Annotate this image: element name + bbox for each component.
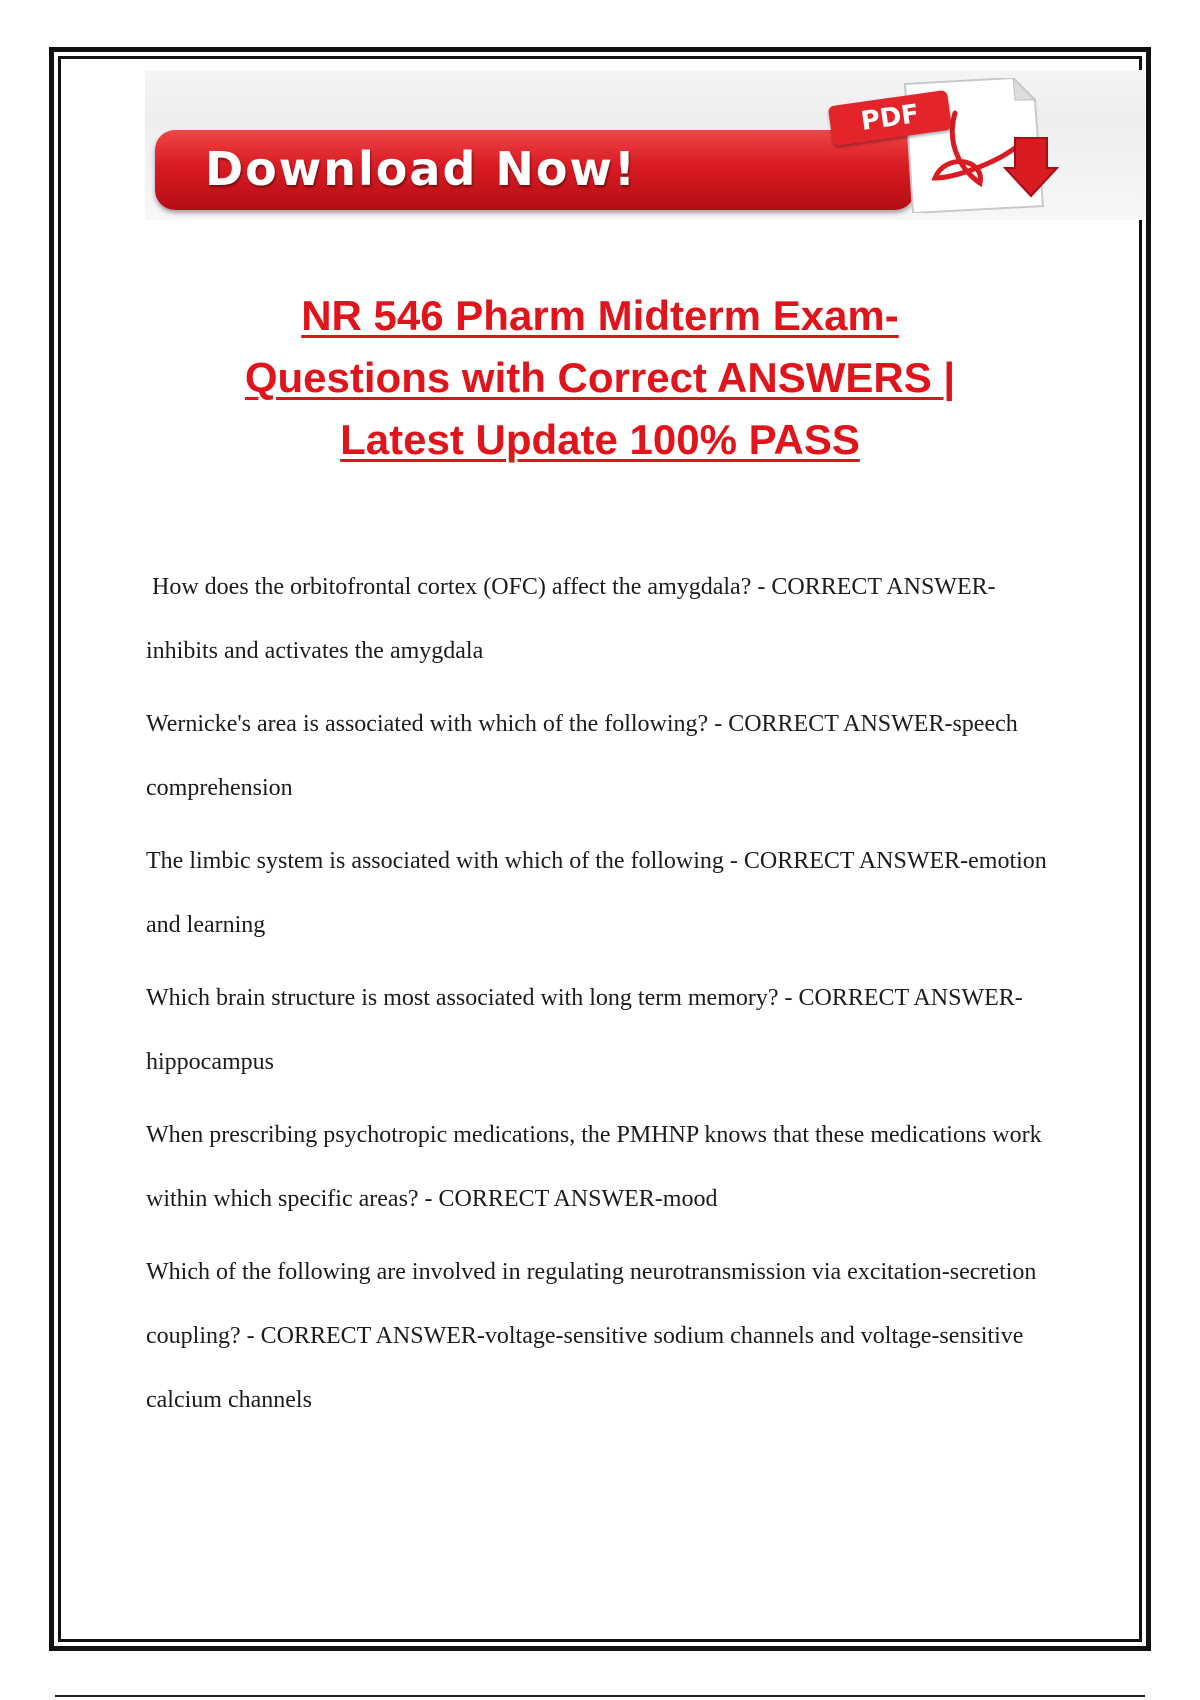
pdf-badge: PDF: [828, 90, 952, 146]
qa-item: Which of the following are involved in regulating neurotransmission via excitation-secretion coupling? - CORRECT ANSWER-voltage-sensitive sodium channels and voltage-sensitive calcium channels: [146, 1259, 1037, 1413]
qa-item: Which brain structure is most associated with long term memory? - CORRECT ANSWER-hippocampus: [146, 985, 1023, 1075]
qa-item: The limbic system is associated with which of the following - CORRECT ANSWER-emotion and learning: [146, 848, 1047, 938]
title-line-1: NR 546 Pharm Midterm Exam-: [301, 292, 899, 339]
title-line-2: Questions with Correct ANSWERS |: [244, 354, 956, 401]
download-now-label: Download Now!: [205, 142, 637, 196]
document-title: [150, 285, 1050, 471]
download-banner[interactable]: [145, 70, 1145, 220]
title-line-3: Latest Update 100% PASS: [340, 416, 860, 463]
qa-item: Wernicke's area is associated with which of the following? - CORRECT ANSWER-speech comprehension: [146, 711, 1018, 801]
qa-item: When prescribing psychotropic medications, the PMHNP knows that these medications work within which specific areas? - CORRECT ANSWER-mood: [146, 1122, 1042, 1212]
question-answer-list: [146, 555, 1066, 1441]
qa-item: How does the orbitofrontal cortex (OFC) affect the amygdala? - CORRECT ANSWER-inhibits and activates the amygdala: [146, 574, 996, 664]
bottom-divider: [55, 1695, 1145, 1697]
